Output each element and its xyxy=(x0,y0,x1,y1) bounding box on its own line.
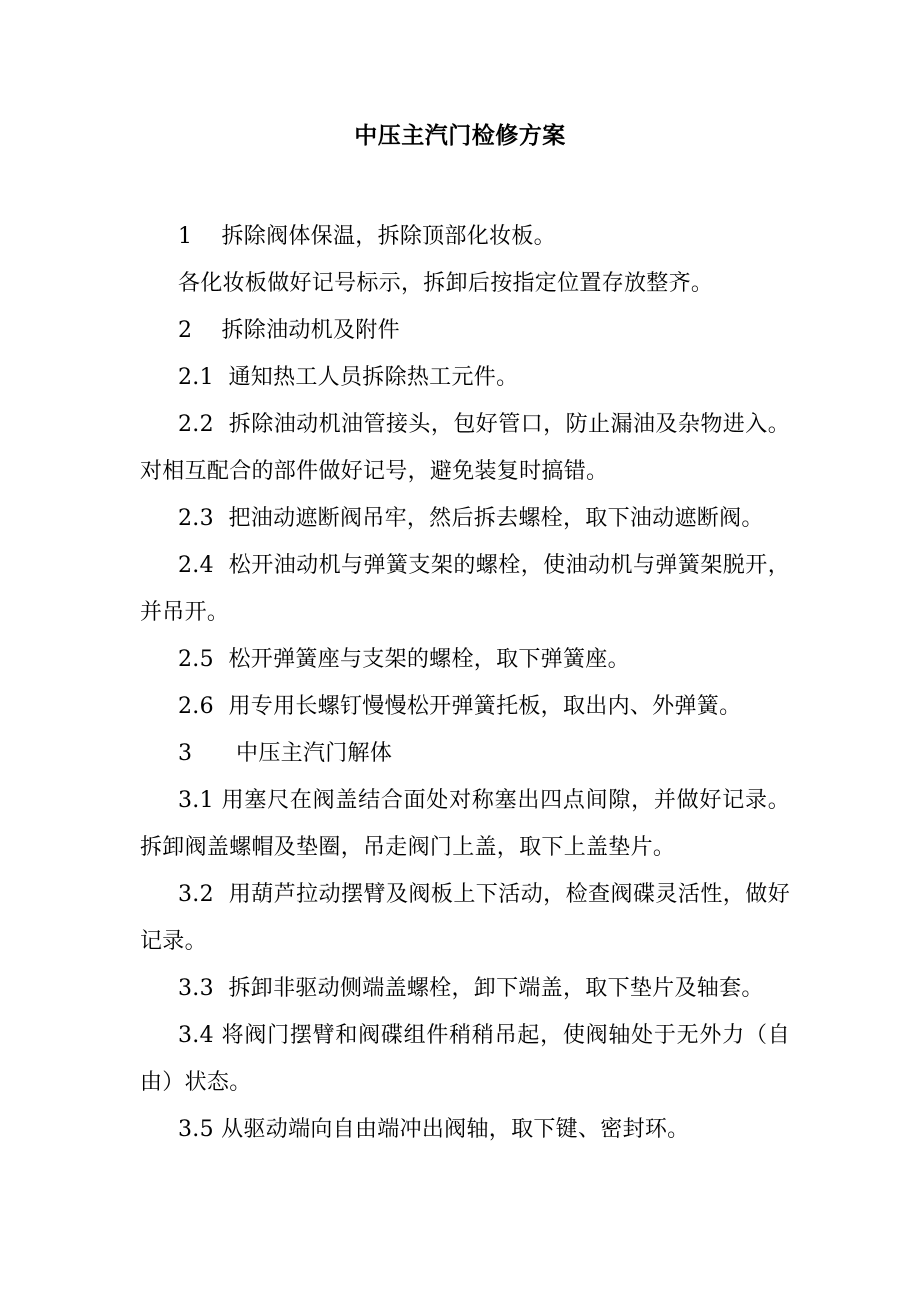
paragraph-14: 3.4 将阀门摆臂和阀碟组件稍稍吊起，使阀轴处于无外力（自由）状态。 xyxy=(140,1023,790,1095)
paragraph-12: 3.2 用葫芦拉动摆臂及阀板上下活动，检查阀碟灵活性，做好记录。 xyxy=(140,882,790,954)
paragraph-2: 各化妆板做好记号标示，拆卸后按指定位置存放整齐。 xyxy=(178,271,714,296)
paragraph-8: 2.5 松开弹簧座与支架的螺栓，取下弹簧座。 xyxy=(178,647,630,672)
paragraph-7: 2.4 松开油动机与弹簧支架的螺栓，使油动机与弹簧架脱开，并吊开。 xyxy=(140,553,790,625)
paragraph-4: 2.1 通知热工人员拆除热工元件。 xyxy=(178,365,519,390)
paragraph-15: 3.5 从驱动端向自由端冲出阀轴，取下键、密封环。 xyxy=(178,1117,690,1142)
paragraph-6: 2.3 把油动遮断阀吊牢，然后拆去螺栓，取下油动遮断阀。 xyxy=(178,506,764,531)
paragraph-13: 3.3 拆卸非驱动侧端盖螺栓，卸下端盖，取下垫片及轴套。 xyxy=(178,976,764,1001)
paragraph-3: 2 拆除油动机及附件 xyxy=(178,318,400,343)
paragraph-11: 3.1 用塞尺在阀盖结合面处对称塞出四点间隙，并做好记录。拆卸阀盖螺帽及垫圈，吊走阀门上盖，取下上盖垫片。 xyxy=(140,788,790,860)
paragraph-9: 2.6 用专用长螺钉慢慢松开弹簧托板，取出内、外弹簧。 xyxy=(178,694,742,719)
document-body xyxy=(140,213,790,1153)
paragraph-1: 1 拆除阀体保温，拆除顶部化妆板。 xyxy=(178,224,556,249)
paragraph-10: 3 中压主汽门解体 xyxy=(178,741,393,766)
document-title: 中压主汽门检修方案 xyxy=(354,122,566,149)
paragraph-5: 2.2 拆除油动机油管接头，包好管口，防止漏油及杂物进入。对相互配合的部件做好记号，避免装复时搞错。 xyxy=(140,412,790,484)
